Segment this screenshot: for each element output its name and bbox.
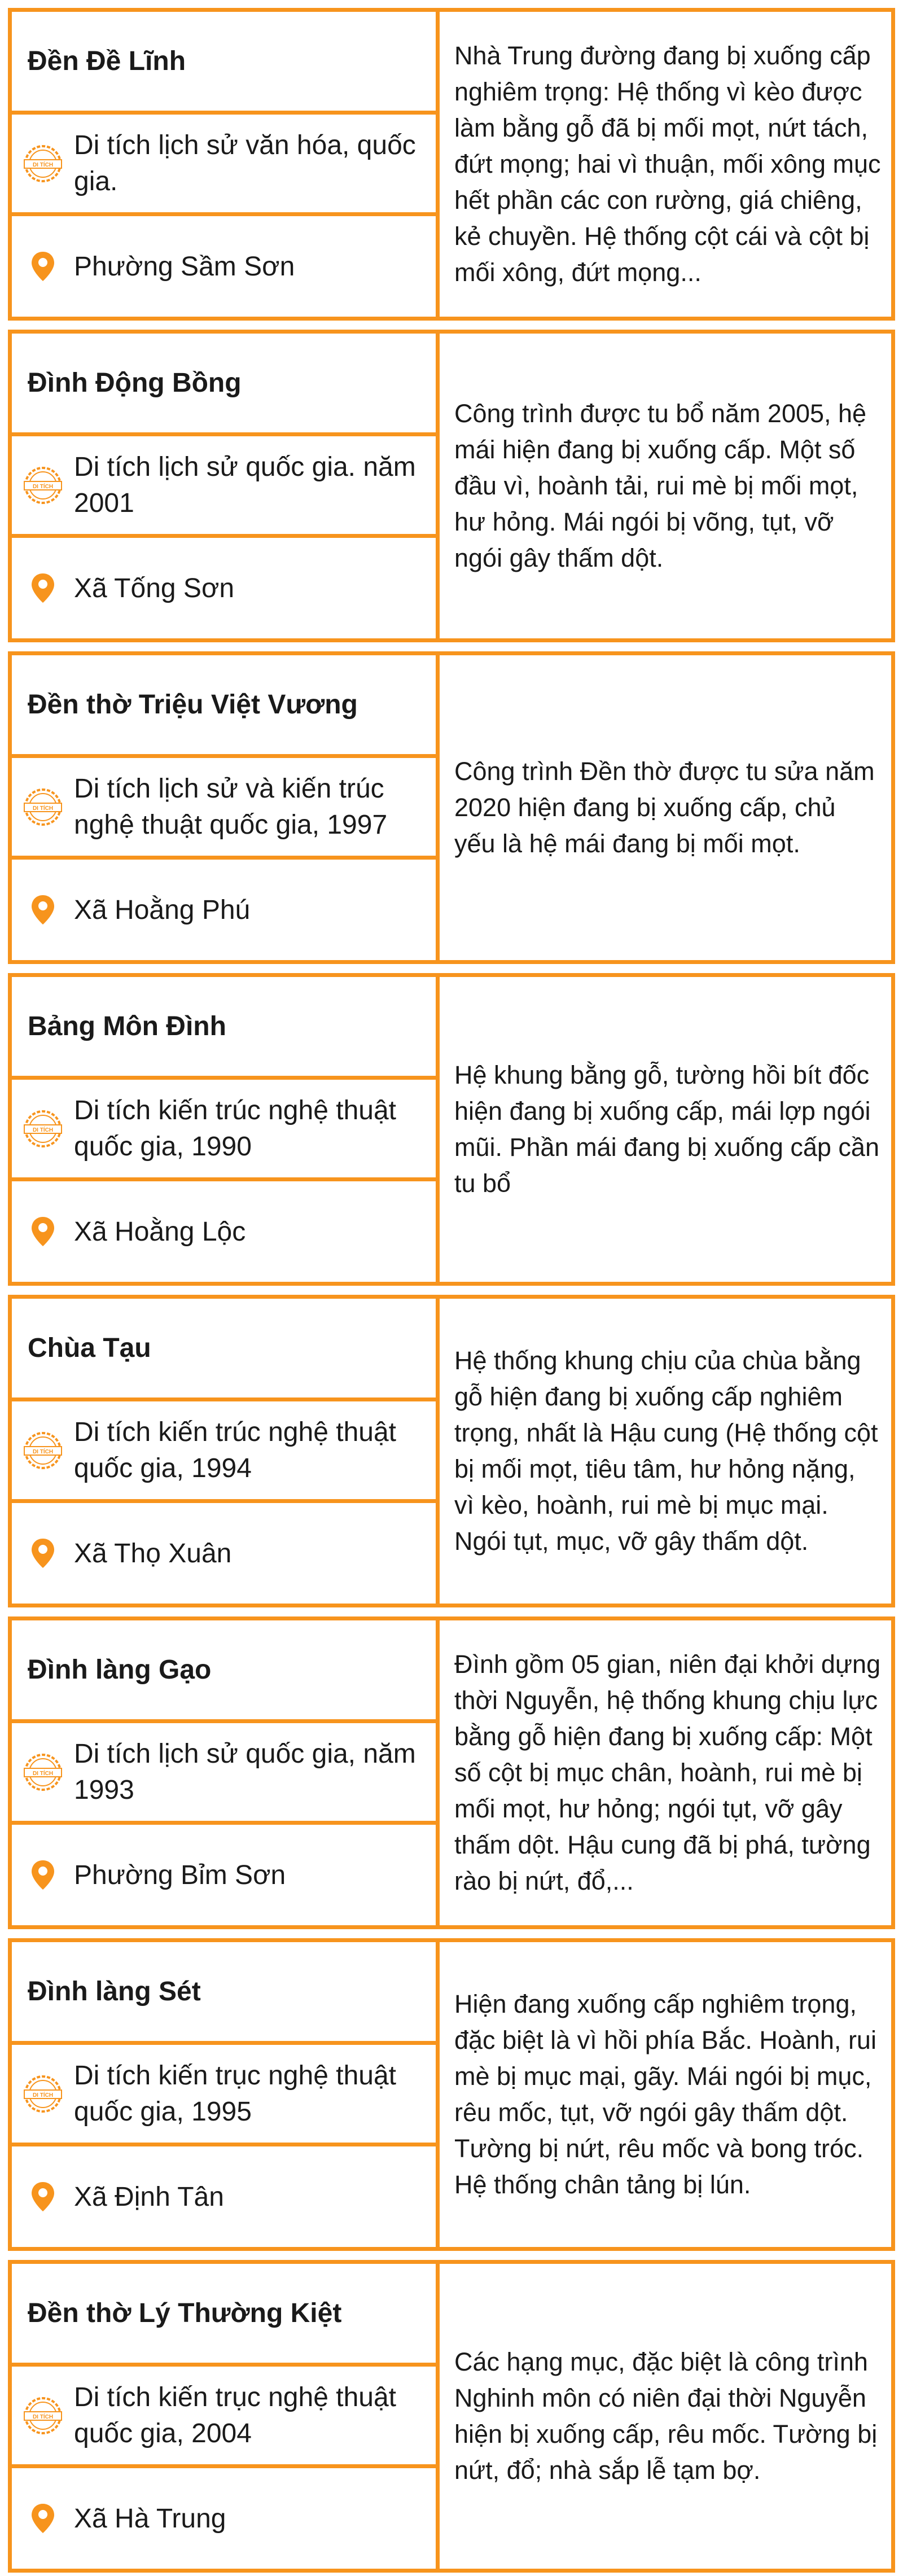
relic-name: Chùa Tạu: [12, 1299, 436, 1401]
relic-status-row: [12, 758, 436, 860]
relic-location-row: [12, 2468, 436, 2569]
map-pin-icon: [12, 1537, 74, 1569]
relic-location-row: [12, 216, 436, 317]
svg-text:DI TÍCH: DI TÍCH: [32, 483, 54, 490]
relic-name: Đình Động Bồng: [12, 334, 436, 436]
relic-location-text: Xã Hoằng Lộc: [74, 1216, 246, 1247]
relic-location-text: Phường Sầm Sơn: [74, 251, 295, 282]
relic-name: Đền thờ Triệu Việt Vương: [12, 655, 436, 758]
svg-text:DI TÍCH: DI TÍCH: [32, 1770, 54, 1777]
relic-status-row: [12, 2045, 436, 2146]
relic-description: Hệ thống khung chịu của chùa bằng gỗ hiện đang bị xuống cấp nghiêm trọng, nhất là Hậu cung (Hệ thống cột bị mối mọt, tiêu tâm, hư hỏng nặng, vì kèo, hoành, rui mè bị mục mại. Ngói tụt, mục, vỡ gây thấm dột.: [454, 1346, 878, 1556]
map-pin-icon: [12, 1216, 74, 1247]
relic-card: [8, 1295, 895, 1607]
relic-location-text: Xã Định Tân: [74, 2181, 224, 2212]
relic-info: [12, 655, 440, 960]
relic-name: Đền Đề Lĩnh: [12, 12, 436, 115]
relic-location-text: Phường Bỉm Sơn: [74, 1860, 286, 1890]
relic-status-row: [12, 436, 436, 538]
map-pin-icon: [12, 2503, 74, 2534]
svg-text:DI TÍCH: DI TÍCH: [32, 161, 54, 168]
relic-location-row: [12, 1503, 436, 1604]
relic-status-text: Di tích kiến trúc nghệ thuật quốc gia, 1990: [74, 1095, 396, 1162]
map-pin-icon: [12, 251, 74, 282]
svg-text:DI TÍCH: DI TÍCH: [32, 805, 54, 812]
map-pin-icon: [12, 572, 74, 604]
svg-text:DI TÍCH: DI TÍCH: [32, 1127, 54, 1133]
relic-status-row: [12, 1080, 436, 1181]
relic-location-text: Xã Tống Sơn: [74, 573, 235, 603]
relic-card: [8, 973, 895, 1286]
relic-description: Đình gồm 05 gian, niên đại khởi dựng thời Nguyễn, hệ thống khung chịu lực bằng gỗ hiện đang bị xuống cấp: Một số cột bị mục chân, hoành, rui mè bị mối mọt, hư hỏng; ngói tụt, vỡ gây thấm dột. Hậu cung đã bị phá, tường rào bị nứt, đổ,...: [454, 1650, 881, 1895]
di-tich-seal-icon: [12, 785, 74, 829]
relic-card: [8, 651, 895, 964]
di-tich-seal-icon: [12, 1107, 74, 1151]
di-tich-seal-icon: [12, 1750, 74, 1794]
svg-text:DI TÍCH: DI TÍCH: [32, 2413, 54, 2420]
di-tich-seal-icon: [12, 2072, 74, 2116]
relic-status-text: Di tích lịch sử quốc gia. năm 2001: [74, 452, 416, 518]
relic-status-text: Di tích kiến trục nghệ thuật quốc gia, 2004: [74, 2382, 396, 2448]
di-tich-seal-icon: [12, 1429, 74, 1473]
relic-location-text: Xã Hoằng Phú: [74, 895, 251, 925]
relic-info: [12, 12, 440, 317]
di-tich-seal-icon: [12, 2394, 74, 2438]
relic-card: [8, 1616, 895, 1929]
relic-status-row: [12, 2367, 436, 2468]
map-pin-icon: [12, 2181, 74, 2213]
relic-description: Hệ khung bằng gỗ, tường hồi bít đốc hiện đang bị xuống cấp, mái lợp ngói mũi. Phần mái đang bị xuống cấp cần tu bổ: [454, 1061, 879, 1198]
relic-info: [12, 1620, 440, 1925]
relic-location-row: [12, 2146, 436, 2247]
relic-card: [8, 2260, 895, 2573]
relic-status-text: Di tích kiến trục nghệ thuật quốc gia, 1995: [74, 2060, 396, 2127]
relic-info: [12, 2264, 440, 2569]
relic-name: Bảng Môn Đình: [12, 977, 436, 1080]
relic-name: Đình làng Sét: [12, 1942, 436, 2045]
di-tich-seal-icon: [12, 142, 74, 186]
relic-location-row: [12, 1825, 436, 1925]
relic-name: Đền thờ Lý Thường Kiệt: [12, 2264, 436, 2367]
relic-name: Đình làng Gạo: [12, 1620, 436, 1723]
relic-status-row: [12, 1401, 436, 1503]
relic-card: [8, 8, 895, 321]
relic-description: Công trình được tu bổ năm 2005, hệ mái hiện đang bị xuống cấp. Một số đầu vì, hoành tải, rui mè bị mối mọt, hư hỏng. Mái ngói bị võng, tụt, vỡ ngói gây thấm dột.: [454, 399, 867, 572]
relic-info: [12, 1299, 440, 1604]
relic-status-text: Di tích kiến trúc nghệ thuật quốc gia, 1994: [74, 1417, 396, 1483]
relic-info: [12, 1942, 440, 2247]
svg-text:DI TÍCH: DI TÍCH: [32, 2092, 54, 2099]
map-pin-icon: [12, 894, 74, 926]
relic-location-text: Xã Thọ Xuân: [74, 1538, 232, 1569]
di-tich-seal-icon: [12, 463, 74, 507]
relic-location-row: [12, 860, 436, 960]
relic-info: [12, 977, 440, 1282]
relic-location-row: [12, 538, 436, 638]
relic-card: [8, 1938, 895, 2251]
relic-status-row: [12, 115, 436, 216]
map-pin-icon: [12, 1859, 74, 1891]
relic-status-text: Di tích lịch sử và kiến trúc nghệ thuật quốc gia, 1997: [74, 773, 388, 840]
svg-text:DI TÍCH: DI TÍCH: [32, 1448, 54, 1455]
relic-card: [8, 330, 895, 642]
relic-description: Công trình Đền thờ được tu sửa năm 2020 hiện đang bị xuống cấp, chủ yếu là hệ mái đang bị mối mọt.: [454, 757, 875, 858]
relic-location-row: [12, 1181, 436, 1282]
relic-location-text: Xã Hà Trung: [74, 2503, 226, 2534]
relic-info: [12, 334, 440, 638]
relic-description: Hiện đang xuống cấp nghiêm trọng, đặc biệt là vì hồi phía Bắc. Hoành, rui mè bị mục mại, gãy. Mái ngói bị mục, rêu mốc, tụt, vỡ ngói gây thấm dột. Tường bị nứt, rêu mốc và bong tróc. Hệ thống chân tảng bị lún.: [454, 1990, 876, 2199]
relic-description: Các hạng mục, đặc biệt là công trình Nghinh môn có niên đại thời Nguyễn hiện bị xuống cấp, rêu mốc. Tường bị nứt, đổ; nhà sắp lễ tạm bợ.: [454, 2347, 878, 2485]
relic-status-row: [12, 1723, 436, 1825]
relic-status-text: Di tích lịch sử quốc gia, năm 1993: [74, 1738, 416, 1805]
relic-description: Nhà Trung đường đang bị xuống cấp nghiêm trọng: Hệ thống vì kèo được làm bằng gỗ đã bị mối mọt, nứt tách, đứt mọng; hai vì thuận, mối xông mục hết phần các con rường, giá chiêng, kẻ chuyền. Hệ thống cột cái và cột bị mối xông, đứt mọng...: [454, 41, 881, 287]
relic-status-text: Di tích lịch sử văn hóa, quốc gia.: [74, 130, 416, 196]
